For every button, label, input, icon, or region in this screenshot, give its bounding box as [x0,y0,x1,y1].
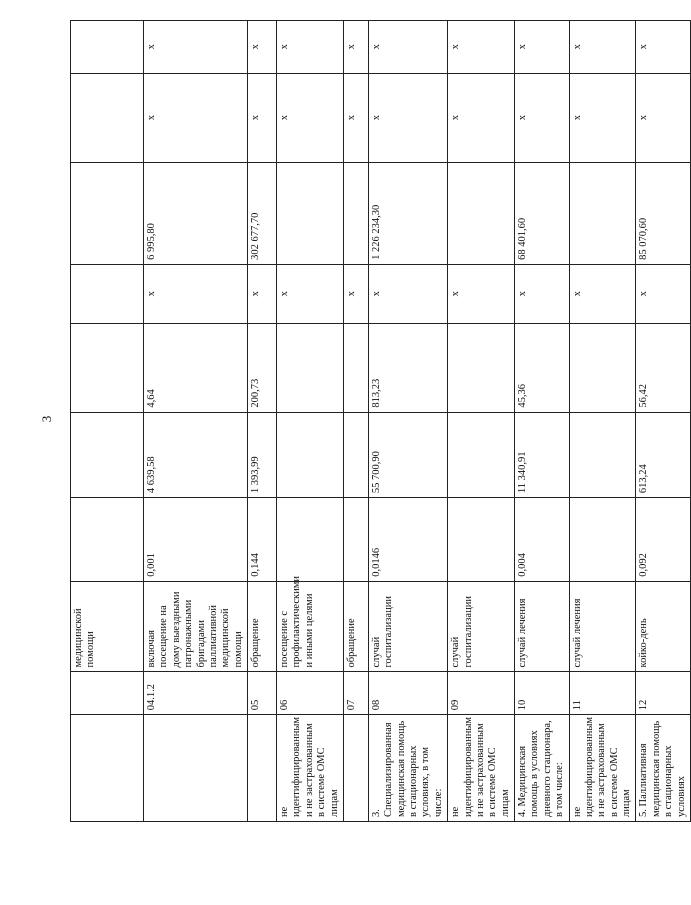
cell-v4: x [368,264,447,323]
cell-v1: 0,144 [248,498,277,582]
cell-name [144,715,248,822]
cell-v4: x [343,264,368,323]
cell-unit: случай госпитализации [368,581,447,672]
cell-v4: x [277,264,344,323]
cell-v6: x [569,73,636,162]
cell-v6: x [343,73,368,162]
cell-code: 09 [448,672,515,715]
cell-v7: x [636,21,691,74]
cell-code: 07 [343,672,368,715]
cell-v6: x [368,73,447,162]
cell-v3 [71,323,144,412]
cell-name [248,715,277,822]
table-row [569,21,636,822]
cell-v7: x [368,21,447,74]
cell-v3 [343,323,368,412]
cell-v7: x [144,21,248,74]
cell-code: 05 [248,672,277,715]
cell-v6: x [515,73,570,162]
cell-v3: 813,23 [368,323,447,412]
cell-v4 [71,264,144,323]
cell-code [71,672,144,715]
cell-v4: x [248,264,277,323]
cell-name: не идентифицированным и не застрахованным в системе ОМС лицам [277,715,344,822]
cell-name [343,715,368,822]
table-row [144,21,248,822]
cell-v7: x [448,21,515,74]
cell-v2: 1 393,99 [248,412,277,497]
cell-v2 [277,412,344,497]
cell-v3 [277,323,344,412]
page-number: 3 [39,415,54,423]
cell-v7: x [248,21,277,74]
table-row [636,21,691,822]
cell-v4: x [515,264,570,323]
cell-unit: случай лечения [569,581,636,672]
cell-v5: 6 995,80 [144,162,248,264]
cell-v5: 1 226 234,30 [368,162,447,264]
data-table-wrapper [70,20,687,822]
cell-unit: медицинской помощи [71,581,144,672]
cell-v1 [448,498,515,582]
cell-v1 [343,498,368,582]
cell-v5: 302 677,70 [248,162,277,264]
cell-code: 11 [569,672,636,715]
cell-name: не идентифицированным и не застрахованным в системе ОМС лицам [448,715,515,822]
cell-v4: x [144,264,248,323]
cell-unit: включая посещение на дому выездными патронажными бригадами паллиативной медицинской помощи [144,581,248,672]
cell-v4: x [569,264,636,323]
table-row [368,21,447,822]
table-row [515,21,570,822]
cell-code: 12 [636,672,691,715]
cell-v6: x [277,73,344,162]
table-row [343,21,368,822]
cell-code: 08 [368,672,447,715]
cell-v2: 11 340,91 [515,412,570,497]
cell-v2: 4 639,58 [144,412,248,497]
cell-unit: обращение [343,581,368,672]
cell-v7 [71,21,144,74]
cell-v3: 45,36 [515,323,570,412]
cell-name: 5. Паллиативная медицинская помощь в стационарных условиях [636,715,691,822]
cell-v6: x [248,73,277,162]
table-row [277,21,344,822]
cell-v3: 200,73 [248,323,277,412]
cell-v1: 0,001 [144,498,248,582]
cell-v5 [343,162,368,264]
cell-v1: 0,0146 [368,498,447,582]
cell-v1: 0,004 [515,498,570,582]
cell-v5: 68 401,60 [515,162,570,264]
cell-v2 [448,412,515,497]
cell-unit: обращение [248,581,277,672]
table-row [448,21,515,822]
cell-v3: 4,64 [144,323,248,412]
cell-v6: x [144,73,248,162]
cell-v5 [277,162,344,264]
data-table [70,20,691,822]
cell-v7: x [277,21,344,74]
cell-v3 [569,323,636,412]
cell-v2: 613,24 [636,412,691,497]
cell-code: 06 [277,672,344,715]
cell-name: не идентифицированным и не застрахованным в системе ОМС лицам [569,715,636,822]
cell-v1: 0,092 [636,498,691,582]
cell-v2 [343,412,368,497]
cell-unit: случай госпитализации [448,581,515,672]
cell-unit: случай лечения [515,581,570,672]
cell-v5 [71,162,144,264]
cell-v4: x [448,264,515,323]
cell-v7: x [569,21,636,74]
table-row [71,21,144,822]
cell-v1 [277,498,344,582]
cell-unit: койко-день [636,581,691,672]
cell-code: 10 [515,672,570,715]
cell-v1 [71,498,144,582]
cell-v2: 55 700,90 [368,412,447,497]
cell-v3 [448,323,515,412]
cell-name: 4. Медицинская помощь в условиях дневного стационара, в том числе: [515,715,570,822]
table-row [248,21,277,822]
cell-name: 3. Специализированная медицинская помощь в стационарных условиях, в том числе: [368,715,447,822]
cell-v2 [569,412,636,497]
cell-v6 [71,73,144,162]
cell-v4: x [636,264,691,323]
cell-v3: 56,42 [636,323,691,412]
cell-name [71,715,144,822]
cell-unit: посещение с профилактическими и иными целями [277,581,344,672]
cell-code: 04.1.2 [144,672,248,715]
cell-v2 [71,412,144,497]
cell-v7: x [343,21,368,74]
cell-v5: 85 070,60 [636,162,691,264]
cell-v5 [448,162,515,264]
cell-v5 [569,162,636,264]
cell-v6: x [636,73,691,162]
cell-v1 [569,498,636,582]
cell-v7: x [515,21,570,74]
cell-v6: x [448,73,515,162]
